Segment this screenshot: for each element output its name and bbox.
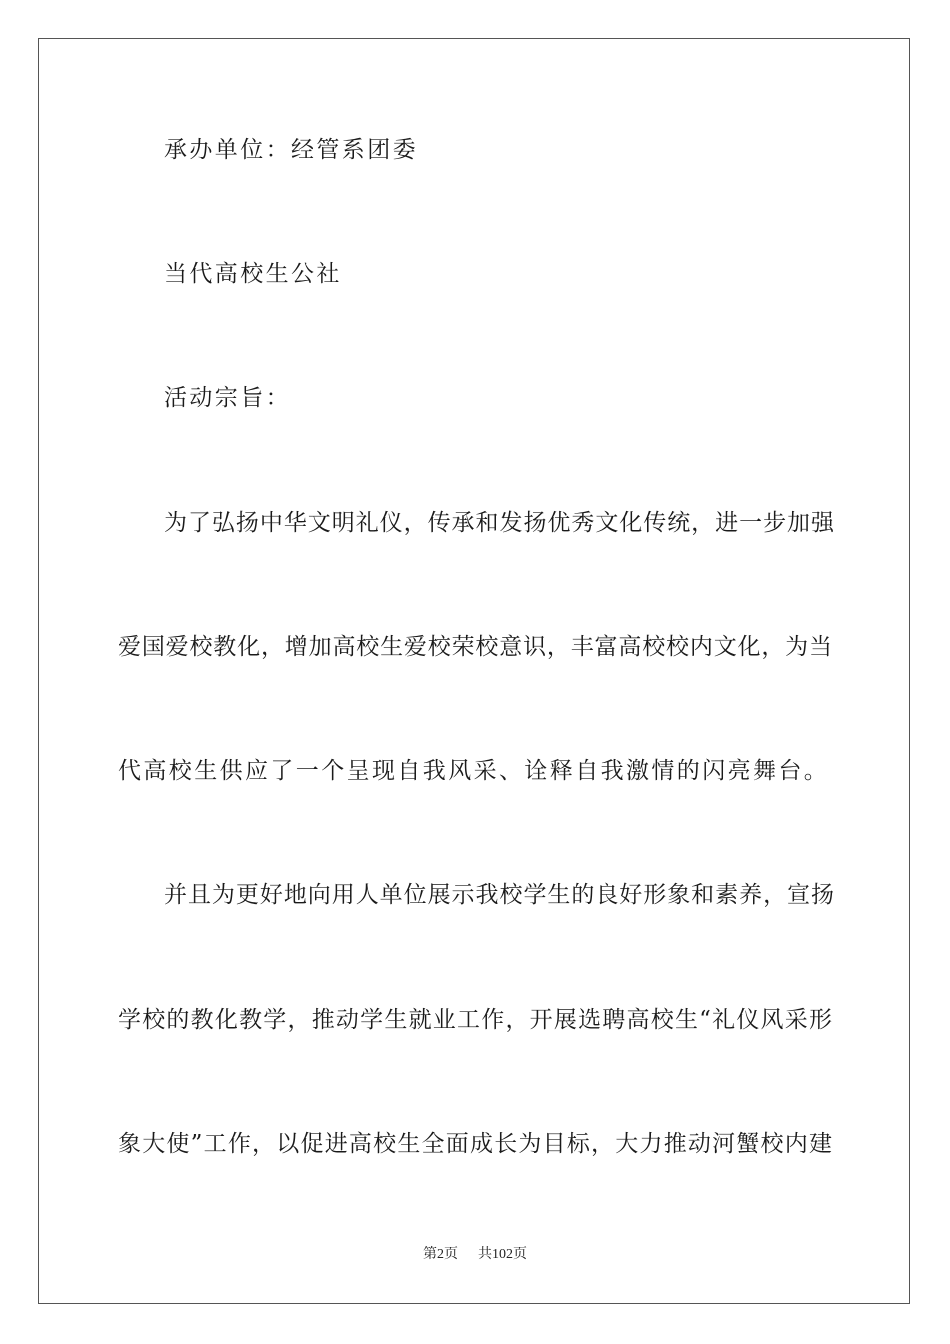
page-number: 第2页 <box>423 1247 458 1262</box>
paragraph-line: 学校的教化教学，推动学生就业工作，开展选聘高校生“礼仪风采形 <box>118 1007 832 1033</box>
page-footer <box>0 1246 950 1264</box>
organizer-line: 承办单位：经管系团委 <box>164 137 418 163</box>
paragraph-line: 代高校生供应了一个呈现自我风采、诠释自我激情的闪亮舞台。 <box>118 758 830 784</box>
paragraph-line: 并且为更好地向用人单位展示我校学生的良好形象和素养，宣扬 <box>164 882 834 908</box>
page-border <box>38 38 910 1304</box>
association-line: 当代高校生公社 <box>164 261 342 287</box>
paragraph-line: 为了弘扬中华文明礼仪，传承和发扬优秀文化传统，进一步加强 <box>164 510 834 536</box>
paragraph-line: 象大使”工作，以促进高校生全面成长为目标，大力推动河蟹校内建 <box>118 1131 832 1157</box>
purpose-heading: 活动宗旨： <box>164 385 291 411</box>
paragraph-line: 爱国爱校教化，增加高校生爱校荣校意识，丰富高校校内文化，为当 <box>118 634 832 660</box>
page-total: 共102页 <box>478 1247 527 1262</box>
